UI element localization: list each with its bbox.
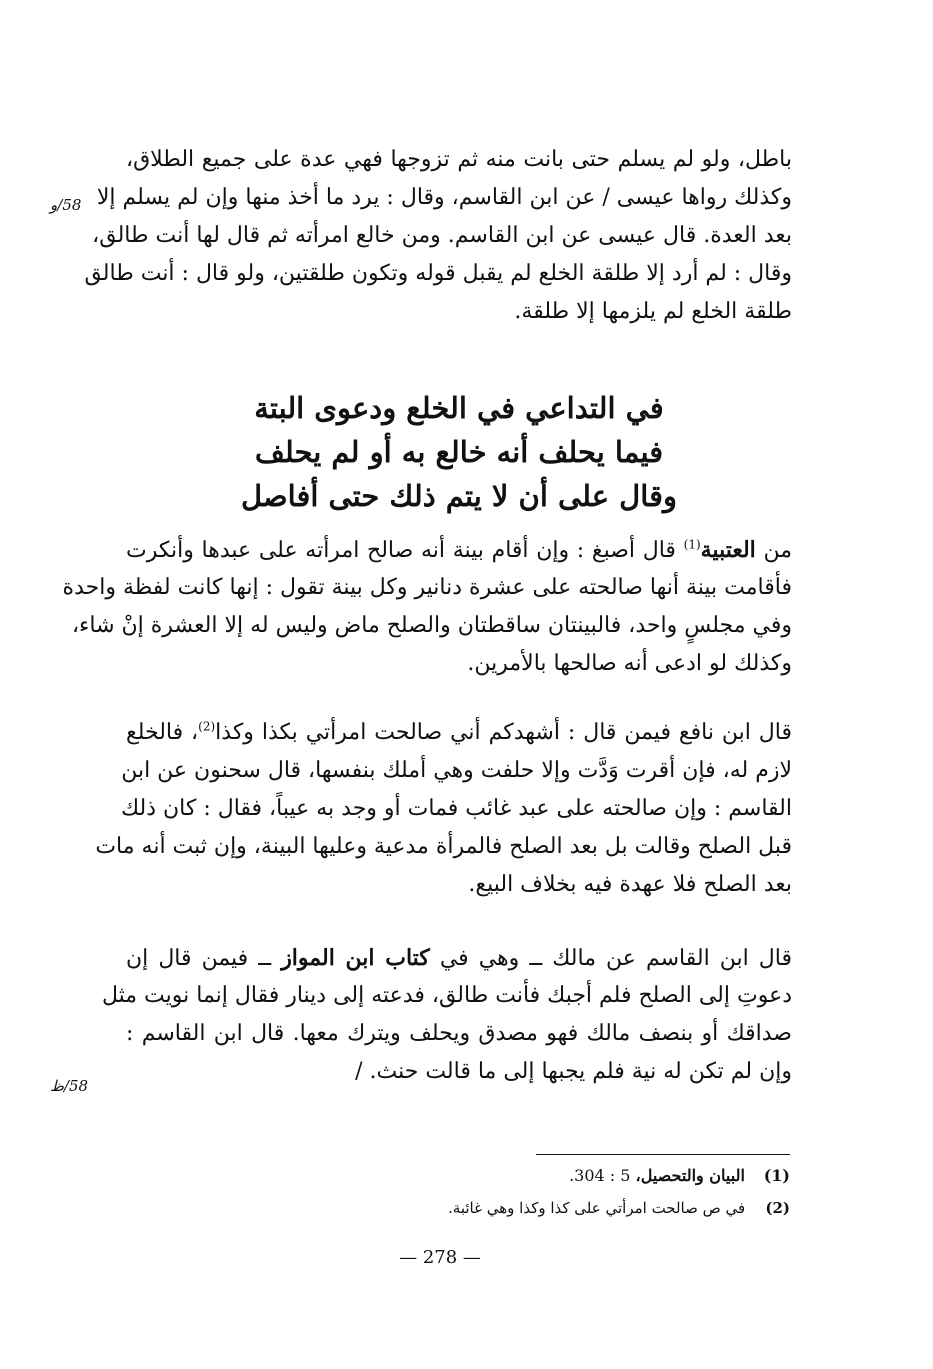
text-line: القاسم : وإن صالحته على عبد غائب فمات أو وجد به عيباً، فقال : كان ذلك	[120, 796, 792, 821]
footnote-number: (2)	[765, 1199, 790, 1217]
margin-folio-note: 58/ظ	[50, 1077, 89, 1095]
text-line: وقال : لم أرد إلا طلقة الخلع لم يقبل قوله وتكون طلقتين، ولو قال : أنت طالق	[84, 261, 792, 286]
text-line: وفي مجلسٍ واحد، فالبينتان ساقطتان والصلح ماض وليس له إلا العشرة إنْ شاء،	[71, 613, 792, 638]
text-line: بعد الصلح فلا عهدة فيه بخلاف البيع.	[468, 872, 792, 897]
text-span: من	[755, 538, 792, 563]
footnote	[300, 1197, 790, 1219]
text-line: دعوتِ إلى الصلح فلم أجبك فأنت طالق، فدعته إلى دينار فقال إنما نويت مثل	[101, 983, 792, 1008]
text-span: قال أصبغ : وإن أقام بينة أنه صالح امرأته على عبدها وأنكرت	[126, 538, 684, 563]
text-line: طلقة الخلع لم يلزمها إلا طلقة.	[514, 299, 792, 324]
section-heading: في التداعي في الخلع ودعوى البتة	[254, 391, 664, 425]
source-title: كتاب ابن المواز	[281, 945, 430, 971]
footnote-ref: (1)	[683, 537, 701, 552]
page-number: — 278 —	[399, 1247, 481, 1268]
footnote-text: في ص صالحت امرأتي على كذا وكذا وهي غائبة.	[448, 1199, 746, 1217]
text-line: صداقك أو بنصف مالك فهو مصدق ويحلف ويترك معها. قال ابن القاسم :	[126, 1021, 792, 1046]
text-line: وكذلك رواها عيسى / عن ابن القاسم، وقال : يرد ما أخذ منها وإن لم يسلم إلا	[96, 185, 792, 210]
footnote-ref: (2)	[198, 719, 216, 734]
text-span: ، فالخلع	[126, 720, 199, 745]
text-line: فأقامت بينة أنها صالحته على عشرة دنانير وكل بينة تقول : إنها كانت لفظة واحدة	[62, 575, 792, 600]
text-line: قبل الصلح وقالت بل بعد الصلح فالمرأة مدعية وعليها البينة، وإن ثبت أنه مات	[95, 834, 792, 859]
text-line: لازم له، فإن أقرت وَدَّت وإلا حلفت وهي أملك بنفسها، قال سحنون عن ابن	[121, 758, 792, 783]
section-heading: وقال على أن لا يتم ذلك حتى أفاصل	[241, 479, 677, 513]
footnote	[300, 1165, 790, 1187]
footnote-divider	[536, 1154, 790, 1155]
text-line: باطل، ولو لم يسلم حتى بانت منه ثم تزوجها فهي عدة على جميع الطلاق،	[126, 147, 792, 172]
text-line	[126, 943, 792, 973]
text-line: وكذلك لو ادعى أنه صالحها بالأمرين.	[467, 651, 792, 676]
text-span: قال ابن نافع فيمن قال : أشهدكم أني صالحت امرأتي بكذا وكذا	[215, 720, 792, 745]
source-title: العتبية	[700, 537, 756, 563]
footnote-text: 5 : 304.	[569, 1166, 636, 1185]
margin-folio-note: 58/و	[50, 196, 82, 214]
text-line	[126, 535, 792, 565]
text-span: قال ابن القاسم عن مالك ــ وهي في	[429, 946, 792, 971]
footnote-source: البيان والتحصيل،	[635, 1166, 745, 1185]
text-line	[126, 718, 792, 748]
text-line: بعد العدة. قال عيسى عن ابن القاسم. ومن خالع امرأته ثم قال لها أنت طالق،	[92, 223, 792, 248]
footnote-number: (1)	[763, 1166, 790, 1185]
text-line: وإن لم تكن له نية فلم يجبها إلى ما قالت حنث. /	[355, 1059, 792, 1084]
section-heading: فيما يحلف أنه خالع به أو لم يحلف	[254, 435, 664, 469]
text-span: ــ فيمن قال إن	[126, 946, 282, 971]
